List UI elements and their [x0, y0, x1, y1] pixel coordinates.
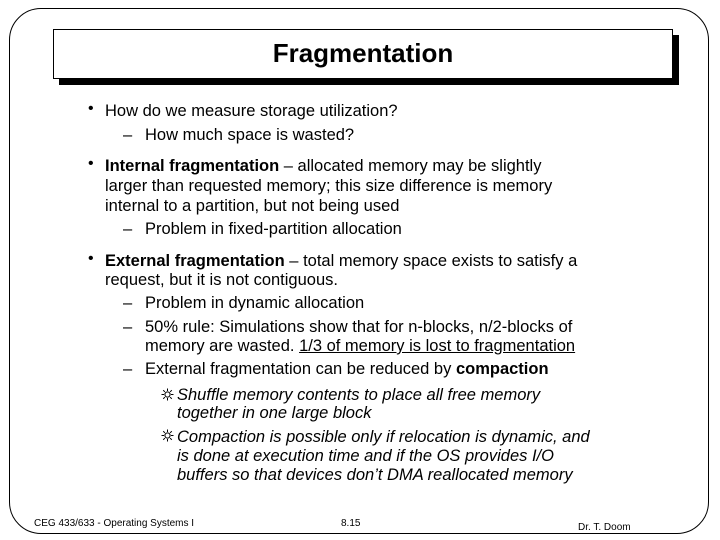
- bullet-marker: •: [88, 250, 94, 267]
- bullet-3-sub-3: [145, 359, 549, 379]
- footer-author: Dr. T. Doom: [578, 522, 631, 533]
- slide-title: Fragmentation: [272, 37, 454, 68]
- bullet-2-line-1: [105, 156, 541, 176]
- sub-sub-2-line-2: is done at execution time and if the OS provides I/O: [177, 447, 554, 465]
- bullet-3-sub-2-line-1: 50% rule: Simulations show that for n-blocks, n/2-blocks of: [145, 318, 573, 336]
- sub-sub-1-line-1: Shuffle memory contents to place all free memory: [177, 386, 541, 404]
- bullet-1-sub-1: How much space is wasted?: [145, 126, 355, 144]
- bullet-marker: •: [88, 100, 94, 117]
- bullet-3-sub-2-line-2: [145, 336, 575, 356]
- bullet-1-text: How do we measure storage utilization?: [105, 102, 398, 120]
- bullet-2-line-3: internal to a partition, but not being used: [105, 197, 400, 215]
- bullet-3-term: External fragmentation: [105, 252, 285, 270]
- dash-marker: –: [123, 318, 133, 336]
- footer-course: CEG 433/633 - Operating Systems I: [34, 518, 195, 529]
- dash-marker: –: [123, 360, 133, 378]
- bullet-3-line-2: request, but it is not contiguous.: [105, 271, 338, 289]
- footer-slide-number: 8.15: [341, 518, 361, 529]
- bullet-3-line-1-rest: – total memory space exists to satisfy a: [284, 252, 578, 270]
- sun-bullet-icon: [161, 429, 174, 442]
- sub-3-bold: compaction: [455, 360, 549, 378]
- bullet-2-line-1-rest: – allocated memory may be slightly: [279, 157, 542, 175]
- bullet-3-sub-1: Problem in dynamic allocation: [145, 294, 365, 312]
- bullet-2-term: Internal fragmentation: [105, 157, 280, 175]
- dash-marker: –: [123, 220, 133, 238]
- sub-2-underlined: 1/3 of memory is lost to fragmentation: [299, 337, 576, 355]
- bullet-marker: •: [88, 155, 94, 172]
- sun-bullet-icon: [161, 388, 174, 401]
- sub-3-plain: External fragmentation can be reduced by: [145, 360, 456, 378]
- sub-sub-1-line-2: together in one large block: [177, 404, 372, 422]
- dash-marker: –: [123, 126, 133, 144]
- sub-sub-2-line-3: buffers so that devices don’t DMA reallocated memory: [177, 466, 573, 484]
- sub-2-plain: memory are wasted.: [145, 337, 300, 355]
- dash-marker: –: [123, 294, 133, 312]
- bullet-2-line-2: larger than requested memory; this size difference is memory: [105, 177, 553, 195]
- sub-sub-2-line-1: Compaction is possible only if relocation is dynamic, and: [177, 428, 590, 446]
- bullet-3-line-1: [105, 251, 577, 271]
- bullet-2-sub-1: Problem in fixed-partition allocation: [145, 220, 402, 238]
